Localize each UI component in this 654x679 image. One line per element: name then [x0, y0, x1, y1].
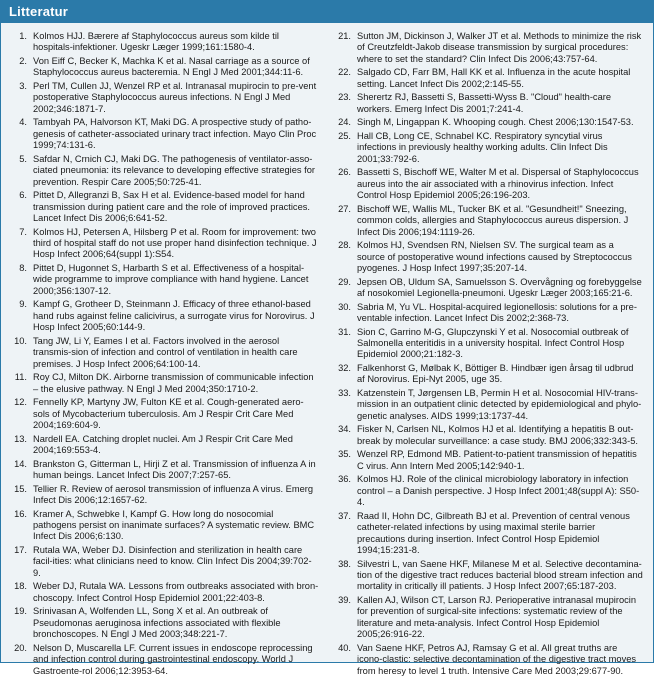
reference-item: [333, 302, 643, 325]
reference-number: 8.: [19, 263, 27, 274]
reference-item: [333, 424, 643, 447]
reference-number: 11.: [14, 372, 27, 383]
reference-text: Van Saene HKF, Petros AJ, Ramsay G et al. All great truths are icono-clastic: selective decontamination of the digestive tract moves from heresy to level 1 truth. Intensive Care Med 2003;29:677-90.: [357, 642, 637, 676]
reference-number: 40.: [338, 642, 351, 653]
reference-text: Singh M, Lingappan K. Whooping cough. Chest 2006;130:1547-53.: [357, 117, 634, 128]
reference-item: [333, 327, 643, 361]
reference-item: [9, 484, 319, 507]
reference-number: 12.: [14, 397, 27, 408]
reference-number: 10.: [14, 335, 27, 346]
reference-item: [333, 240, 643, 274]
reference-text: Tambyah PA, Halvorson KT, Maki DG. A prospective study of patho-genesis of catheter-associated urinary tract infection. Mayo Clin Proc 1999;74:131-6.: [33, 117, 317, 151]
reference-text: Weber DJ, Rutala WA. Lessons from outbreaks associated with bron-choscopy. Infect Control Hosp Epidemiol 2001;22:403-8.: [33, 581, 319, 603]
reference-item: [333, 449, 643, 472]
reference-number: 27.: [338, 203, 351, 214]
reference-item: [9, 117, 319, 151]
reference-text: Fisker N, Carlsen NL, Kolmos HJ et al. Identifying a hepatitis B out-break by molecular surveillance: a case study. BMJ 2006;332:343-5.: [357, 424, 638, 446]
reference-text: Fennelly KP, Martyny JW, Fulton KE et al. Cough-generated aero-sols of Mycobacterium tuberculosis. Am J Respir Crit Care Med 2004;169:604-9.: [33, 397, 304, 431]
reference-number: 30.: [338, 301, 351, 312]
reference-item: [333, 559, 643, 593]
reference-text: Rutala WA, Weber DJ. Disinfection and sterilization in health care facil-ities: what clinicians need to know. Clin Infect Dis 2004;39:702-9.: [33, 545, 312, 578]
reference-text: Sabria M, Yu VL. Hospital-acquired legionellosis: solutions for a pre-ventable infection. Lancet Infect Dis 2002;2:368-73.: [357, 301, 637, 324]
reference-item: [333, 595, 643, 641]
reference-number: 25.: [338, 131, 351, 141]
reference-item: [333, 277, 643, 300]
reference-text: Falkenhorst G, Mølbak K, Böttiger B. Hindbær igen årsag til udbrud af Norovirus. Epi-Nyt 2005, uge 35.: [357, 363, 634, 385]
reference-item: [9, 581, 319, 604]
reference-text: Kolmos HJJ. Bærere af Staphylococcus aureus som kilde til hospitals-infektioner. Ugeskr Læger 1999;161:1580-4.: [33, 31, 279, 53]
reference-number: 26.: [338, 167, 351, 178]
reference-text: Salgado CD, Farr BM, Hall KK et al. Influenza in the acute hospital setting. Lancet Infect Dis 2002;2:145-55.: [357, 67, 631, 89]
reference-text: Kramer A, Schwebke I, Kampf G. How long do nosocomial pathogens persist on inanimate surfaces? A systematic review. BMC Infect Dis 2006;6:130.: [33, 508, 315, 542]
reference-number: 6.: [19, 190, 27, 201]
reference-text: Raad II, Hohn DC, Gilbreath BJ et al. Prevention of central venous catheter-related infections by using maximal sterile barrier precautions during insertion. Infect Control Hosp Epidemiol 1994;15:231-8.: [357, 510, 630, 556]
reference-text: Kolmos HJ, Petersen A, Hilsberg P et al. Room for improvement: two third of hospital staff do not use proper hand disinfection technique. J Hosp Infect 2006;64(suppl 1):S54.: [33, 226, 317, 260]
reference-text: Hall CB, Long CE, Schnabel KC. Respiratory syncytial virus infections in previously healthy working adults. Clin Infect Dis 2001;33:792-6.: [357, 131, 608, 164]
reference-number: 13.: [14, 433, 27, 444]
reference-item: [333, 67, 643, 90]
reference-text: Jepsen OB, Uldum SA, Samuelsson S. Overvågning og forebyggelse af nosokomiel Legionella-pneumoni. Ugeskr Læger 2003;165:21-6.: [357, 276, 642, 299]
reference-item: [333, 388, 643, 422]
reference-text: Katzenstein T, Jørgensen LB, Permin H et al. Nosocomial HIV-trans-mission in an outpatient clinic detected by epidemiological and phylo-genetic analyses. AIDS 1999;13:1737-44.: [357, 388, 642, 421]
reference-item: [9, 31, 319, 54]
reference-number: 23.: [338, 92, 351, 103]
reference-text: Brankston G, Gitterman L, Hirji Z et al. Transmission of influenza A in human beings. Lancet Infect Dis 2007;7:257-65.: [33, 458, 316, 481]
reference-item: [9, 459, 319, 482]
reference-number: 20.: [14, 642, 27, 653]
reference-text: Perl TM, Cullen JJ, Wenzel RP et al. Intranasal mupirocin to pre-vent postoperative Staphylococcus aureus infections. N Engl J Med 2002;346:1871-7.: [33, 81, 317, 114]
section-title: Litteratur: [1, 1, 653, 23]
reference-item: [333, 167, 643, 201]
reference-item: [9, 509, 319, 543]
reference-item: [333, 117, 643, 128]
reference-number: 31.: [338, 326, 351, 337]
reference-item: [9, 299, 319, 333]
reference-item: [9, 56, 319, 79]
reference-item: [9, 643, 319, 677]
reference-text: Sherertz RJ, Bassetti S, Bassetti-Wyss B. "Cloud" health-care workers. Emerg Infect Dis 2001;7:241-4.: [357, 92, 612, 114]
reference-number: 19.: [14, 606, 27, 617]
reference-text: Pittet D, Hugonnet S, Harbarth S et al. Effectiveness of a hospital-wide programme to improve compliance with hand hygiene. Lancet 2000;356:1307-12.: [33, 263, 309, 296]
reference-text: Nelson D, Muscarella LF. Current issues in endoscope reprocessing and infection control during gastrointestinal endoscopy. World J Gastroente-rol 2006;12:3953-64.: [33, 642, 313, 676]
reference-item: [9, 372, 319, 395]
reference-number: 5.: [19, 153, 27, 164]
reference-text: Kolmos HJ, Svendsen RN, Nielsen SV. The surgical team as a source of postoperative wound infections caused by Streptococcus pyogenes. J Hosp Infect 1997;35:207-14.: [357, 240, 632, 274]
reference-item: [9, 545, 319, 579]
reference-number: 35.: [338, 449, 351, 460]
reference-item: [9, 190, 319, 224]
reference-item: [333, 204, 643, 238]
reference-item: [333, 474, 643, 508]
reference-item: [333, 131, 643, 165]
reference-text: Kampf G, Grotheer D, Steinmann J. Efficacy of three ethanol-based hand rubs against feline calicivirus, a surrogate virus for Norovirus. J Hosp Infect 2005;60:144-9.: [33, 299, 315, 333]
reference-item: [9, 434, 319, 457]
reference-item: [9, 154, 319, 188]
reference-number: 7.: [19, 226, 27, 237]
reference-item: [9, 397, 319, 431]
reference-text: Kallen AJ, Wilson CT, Larson RJ. Perioperative intranasal mupirocin for prevention of surgical-site infections: systematic review of the literature and meta-analysis. Infect Control Hosp Epidemiol 2005;26:916-22.: [357, 595, 637, 640]
reference-text: Nardell EA. Catching droplet nuclei. Am J Respir Crit Care Med 2004;169:553-4.: [33, 433, 293, 456]
reference-text: Wenzel RP, Edmond MB. Patient-to-patient transmission of hepatitis C virus. Ann Intern Med 2005;142:940-1.: [357, 449, 637, 471]
reference-item: [9, 81, 319, 115]
reference-number: 39.: [338, 595, 351, 606]
reference-column-right: [333, 31, 643, 679]
reference-number: 37.: [338, 510, 351, 521]
reference-item: [333, 643, 643, 677]
reference-item: [333, 92, 643, 115]
reference-number: 9.: [19, 299, 27, 310]
reference-text: Bassetti S, Bischoff WE, Walter M et al. Dispersal of Staphylococcus aureus into the air associated with a rhinovirus infection. Infect Control Hosp Epidemiol 2005;26:196-203.: [357, 167, 639, 201]
reference-number: 15.: [14, 483, 27, 494]
reference-number: 16.: [14, 508, 27, 519]
reference-number: 2.: [19, 56, 27, 66]
reference-number: 33.: [338, 388, 351, 399]
reference-text: Kolmos HJ. Role of the clinical microbiology laboratory in infection control – a Danish perspective. J Hosp Infect 2001;48(suppl A): S50-4.: [357, 474, 640, 508]
reference-text: Von Eiff C, Becker K, Machka K et al. Nasal carriage as a source of Staphylococcus aureus bacteremia. N Engl J Med 2001;344:11-6.: [33, 56, 310, 78]
reference-column-left: [9, 31, 319, 679]
reference-number: 36.: [338, 474, 351, 485]
reference-number: 4.: [19, 117, 27, 128]
reference-number: 1.: [19, 31, 27, 41]
reference-number: 14.: [14, 458, 27, 469]
reference-number: 38.: [338, 558, 351, 569]
reference-text: Safdar N, Crnich CJ, Maki DG. The pathogenesis of ventilator-asso-ciated pneumonia: its relevance to developing effective strategies for prevention. Respir Care 2005;50:725-41.: [33, 153, 316, 187]
reference-number: 24.: [338, 117, 351, 128]
reference-text: Pittet D, Allegranzi B, Sax H et al. Evidence-based model for hand transmission during patient care and the role of improved practices. Lancet Infect Dis 2006;6:641-52.: [33, 190, 310, 224]
reference-item: [9, 227, 319, 261]
reference-item: [9, 263, 319, 297]
reference-item: [333, 363, 643, 386]
reference-number: 21.: [338, 31, 351, 41]
reference-text: Sutton JM, Dickinson J, Walker JT et al. Methods to minimize the risk of Creutzfeldt-Jakob disease transmission by surgical procedures: where to set the standard? Clin Infect Dis 2006;43:757-64.: [357, 31, 642, 64]
reference-text: Bischoff WE, Wallis ML, Tucker BK et al. "Gesundheit!" Sneezing, common colds, allergies and Staphylococcus aureus dispersion. J Infect Dis 2006;194:1119-26.: [357, 203, 629, 237]
reference-text: Roy CJ, Milton DK. Airborne transmission of communicable infection – the elusive pathway. N Engl J Med 2004;350:1710-2.: [33, 372, 314, 394]
reference-columns: [1, 23, 653, 679]
reference-text: Silvestri L, van Saene HKF, Milanese M et al. Selective decontamina-tion of the digestive tract reduces bacterial blood stream infection and mortality in critically ill patients. J Hosp Infect 2007;65:187-203.: [357, 558, 643, 592]
reference-number: 28.: [338, 240, 351, 251]
reference-item: [9, 336, 319, 370]
reference-text: Sion C, Garrino M-G, Glupczynski Y et al. Nosocomial outbreak of Salmonella enteritidis in a university hospital. Infect Control Hosp Epidemiol 2000;21:182-3.: [357, 326, 629, 360]
reference-number: 29.: [338, 276, 351, 287]
reference-number: 32.: [338, 363, 351, 374]
reference-item: [333, 31, 643, 65]
reference-number: 22.: [338, 67, 351, 78]
reference-item: [333, 511, 643, 557]
reference-number: 18.: [14, 581, 27, 592]
reference-text: Tellier R. Review of aerosol transmission of influenza A virus. Emerg Infect Dis 2006;12:1657-62.: [33, 483, 314, 506]
reference-number: 17.: [14, 545, 27, 556]
reference-item: [9, 606, 319, 640]
reference-text: Tang JW, Li Y, Eames I et al. Factors involved in the aerosol transmis-sion of infection and control of ventilation in health care premises. J Hosp Infect 2006;64:100-14.: [33, 335, 298, 369]
reference-number: 34.: [338, 424, 351, 435]
reference-text: Srinivasan A, Wolfenden LL, Song X et al. An outbreak of Pseudomonas aeruginosa infections associated with flexible bronchoscopes. N Engl J Med 2003;348:221-7.: [33, 606, 281, 640]
reference-number: 3.: [19, 81, 27, 91]
